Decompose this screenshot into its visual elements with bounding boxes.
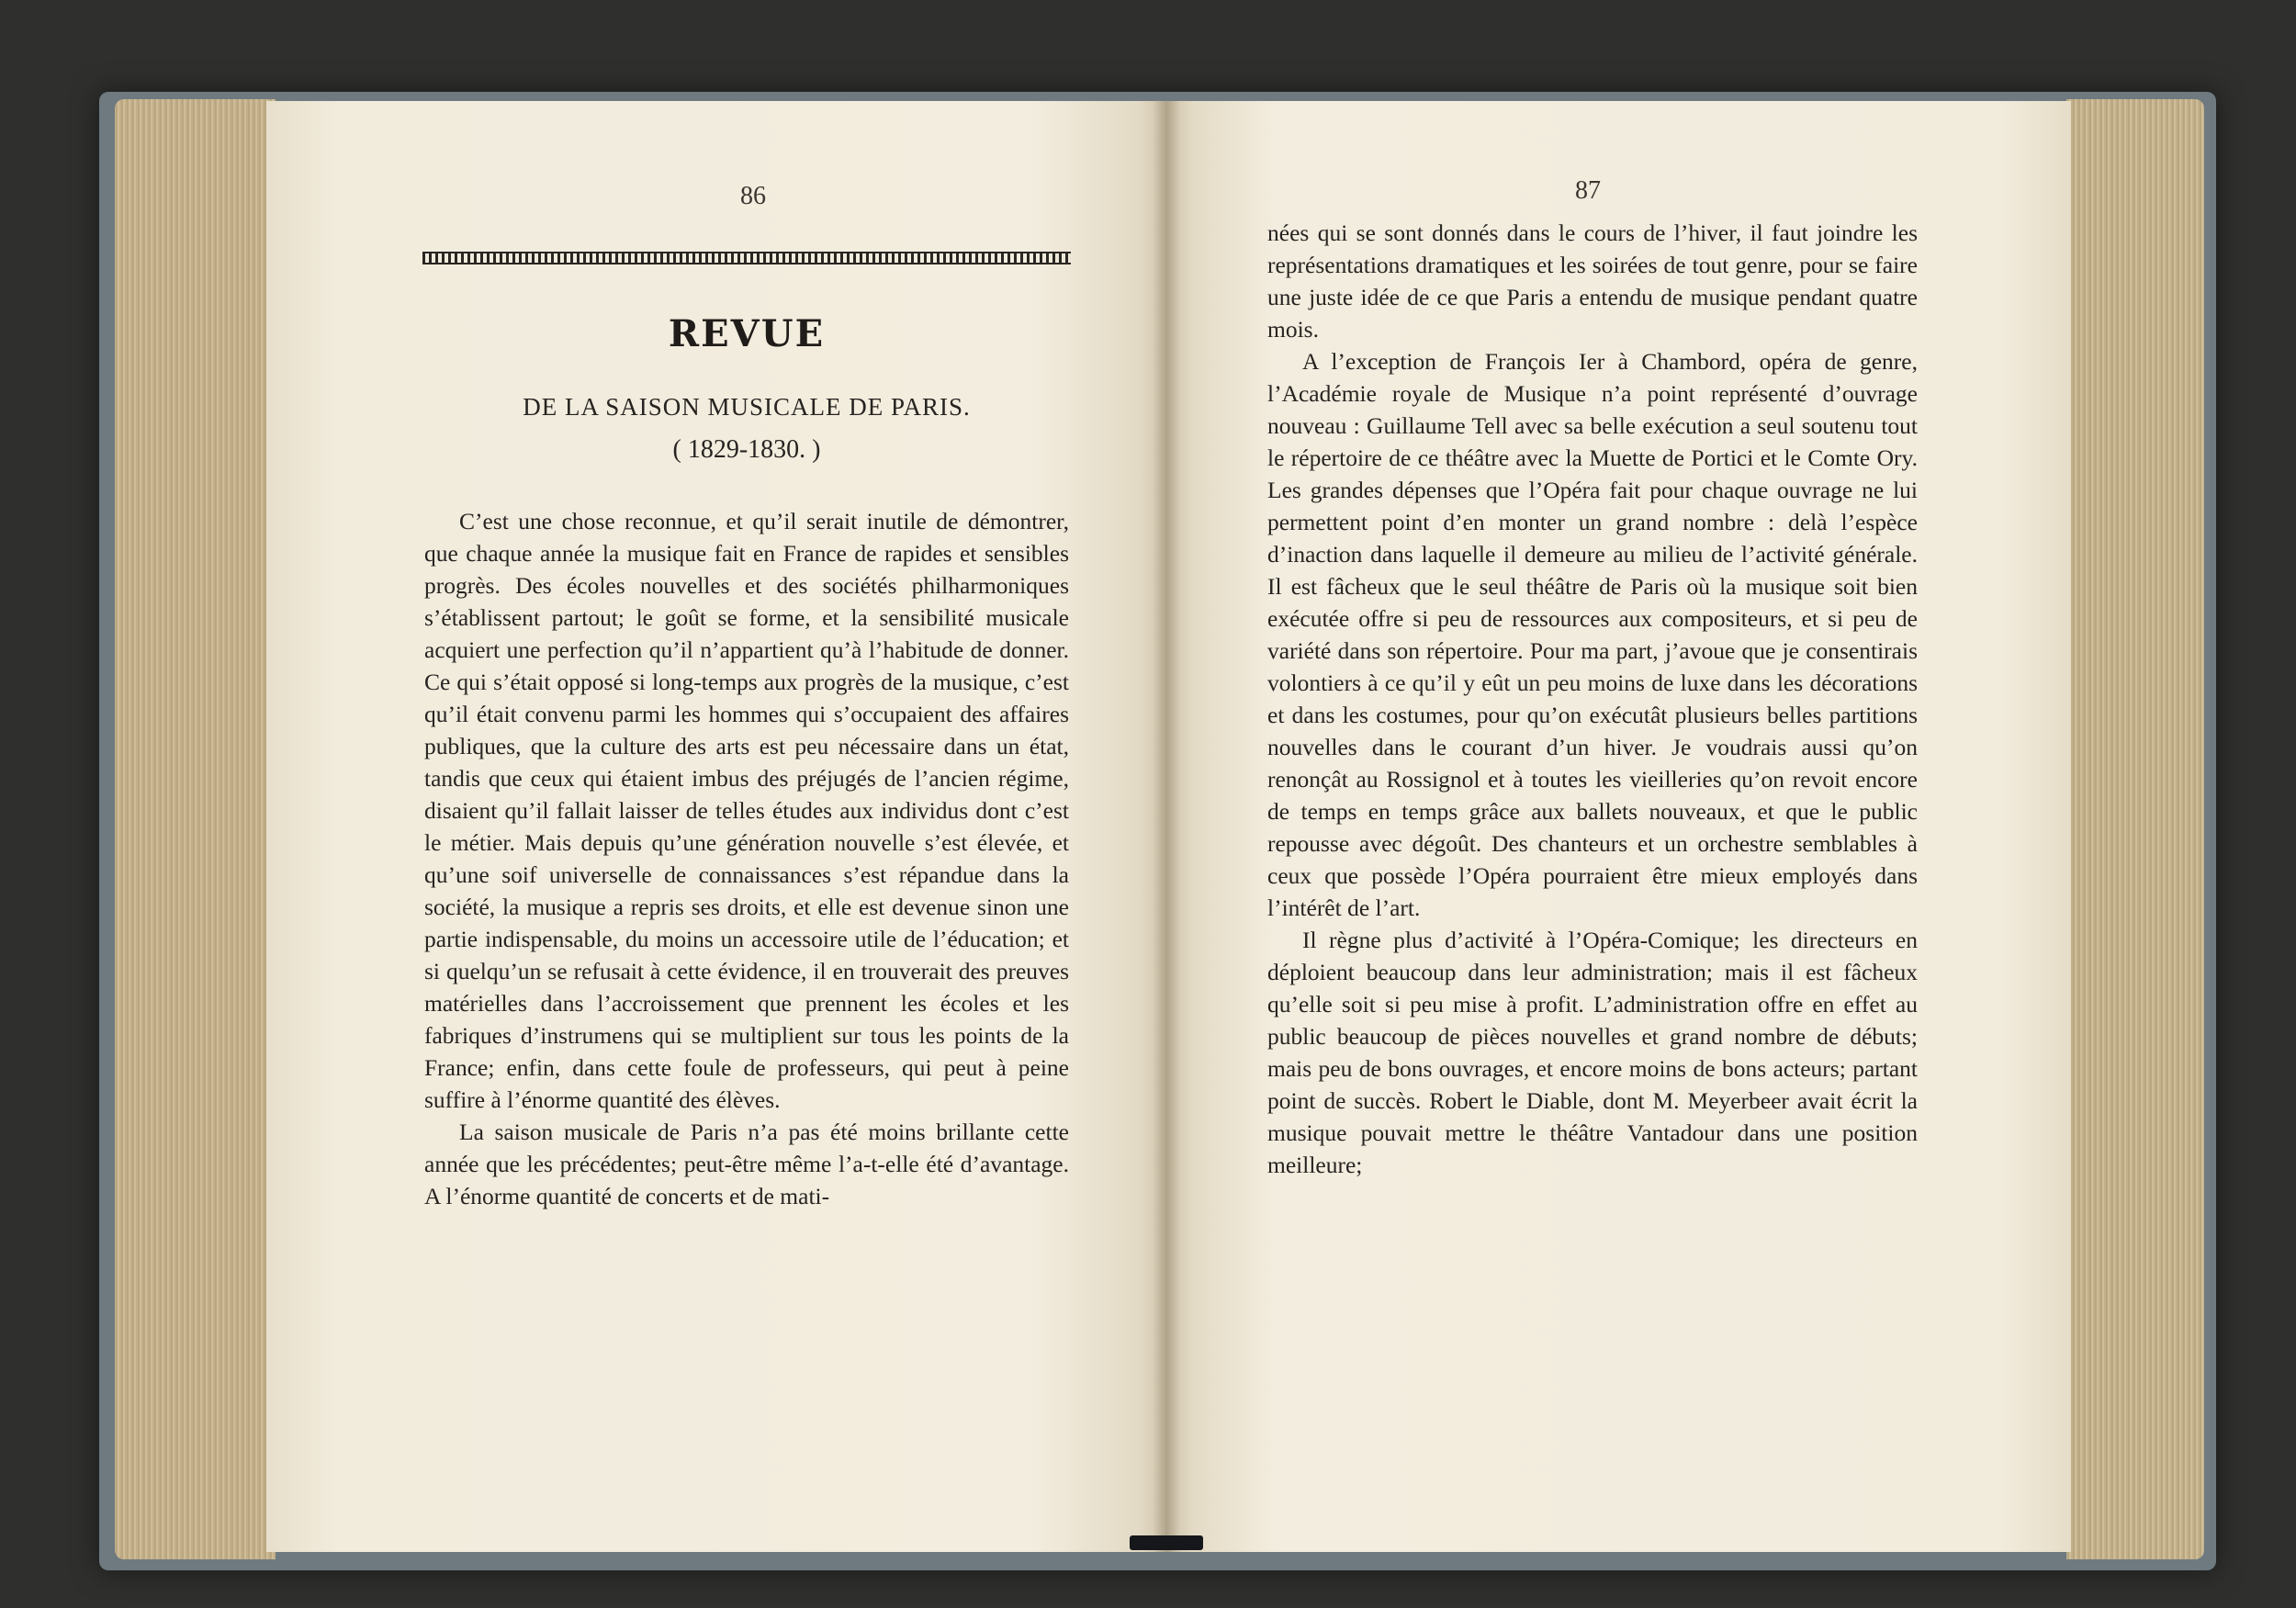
paragraph: Il règne plus d’activité à l’Opéra-Comique; les directeurs en déploient beaucoup dans leur administration; mais il est fâcheux qu’elle soit si peu mise à profit. L’administration offre en effet au public beaucoup de pièces nouvelles et grand nombre de débuts; mais peu de bons ouvrages, et encore moins de bons acteurs; partant point de succès. Robert le Diable, dont M. Meyerbeer avait écrit la musique pouvait mettre le théâtre Vantadour dans une position meilleure; — [1267, 927, 1918, 1178]
paragraph: A l’exception de François Ier à Chambord, opéra de genre, l’Académie royale de Musique n’a point représenté d’ouvrage nouveau : Guillaume Tell avec sa belle exécution a seul soutenu tout le répertoire de ce théâtre avec la Muette de Portici et le Comte Ory. Les grandes dépenses que l’Opéra fait pour chaque ouvrage ne lui permettent point d’en monter un grand nombre : delà l’espèce d’inaction dans laquelle il demeure au milieu de l’activité générale. Il est fâcheux que le seul théâtre de Paris où la musique soit bien exécutée offre si peu de ressources aux compositeurs, et si peu de variété dans son répertoire. Pour ma part, j’avoue que je consentirais volontiers à ce qu’il y eût un peu moins de luxe dans les décorations et dans les costumes, pour qu’on exécutât plusieurs belles partitions nouvelles dans le courant d’un hiver. Je voudrais aussi qu’on renonçât au Rossignol et à toutes les vieilleries qu’on revoit encore de temps en temps grâce aux ballets nouveaux, et que le public repousse avec dégoût. Des chanteurs et un orchestre semblables à ceux que possède l’Opéra pourraient être mieux employés dans l’intérêt de l’art. — [1267, 348, 1918, 921]
paragraph: La saison musicale de Paris n’a pas été moins brillante cette année que les précédentes; peut-être même l’a-t-elle été d’avantage. A l’énorme quantité de concerts et de mati- — [424, 1119, 1069, 1209]
paragraph: nées qui se sont donnés dans le cours de l’hiver, il faut joindre les représentations dramatiques et les soirées de tout genre, pour se faire une juste idée de ce que Paris a entendu de musique pendant quatre mois. — [1267, 219, 1918, 343]
paragraph: C’est une chose reconnue, et qu’il serait inutile de démontrer, que chaque année la musique fait en France de rapides et sensibles progrès. Des écoles nouvelles et des sociétés philharmoniques s’établissent partout; le goût se forme, et la sensibilité musicale acquiert une perfection qu’il n’appartient qu’à l’habitude de donner. Ce qui s’était opposé si long-temps aux progrès de la musique, c’est qu’il était convenu parmi les hommes qui s’occupaient des affaires publiques, que la culture des arts est peu nécessaire dans un état, tandis que ceux qui étaient imbus des préjugés de l’ancien régime, disaient qu’il fallait laisser de telles études aux individus dont c’est le métier. Mais depuis qu’une génération nouvelle s’est élevée, et qu’une soif universelle de connaissances s’est répandue dans la société, la musique a repris ses droits, et elle est devenue sinon une partie indispensable, du moins un accessoire utile de l’éducation; et si quelqu’un se refusait à cette évidence, il en trouverait des preuves matérielles dans l’accroissement que prennent les écoles et les fabriques d’instrumens qui se multiplient sur tous les points de la France; enfin, dans cette foule de professeurs, qui peut à peine suffire à l’énorme quantité des élèves. — [424, 508, 1069, 1113]
chapter-years: ( 1829-1830. ) — [672, 435, 821, 464]
right-page-edges — [2066, 99, 2204, 1559]
page-number-left: 86 — [740, 182, 766, 210]
book-gutter — [1153, 101, 1180, 1552]
header-ornament — [422, 252, 1071, 264]
book-clasp — [1130, 1535, 1203, 1550]
chapter-title: REVUE — [668, 312, 826, 355]
right-page-text — [1267, 217, 1918, 1181]
page-number-right: 87 — [1575, 176, 1601, 205]
chapter-subtitle: DE LA SAISON MUSICALE DE PARIS. — [523, 393, 971, 421]
left-page-text — [424, 505, 1069, 1212]
left-page-edges — [115, 99, 276, 1559]
